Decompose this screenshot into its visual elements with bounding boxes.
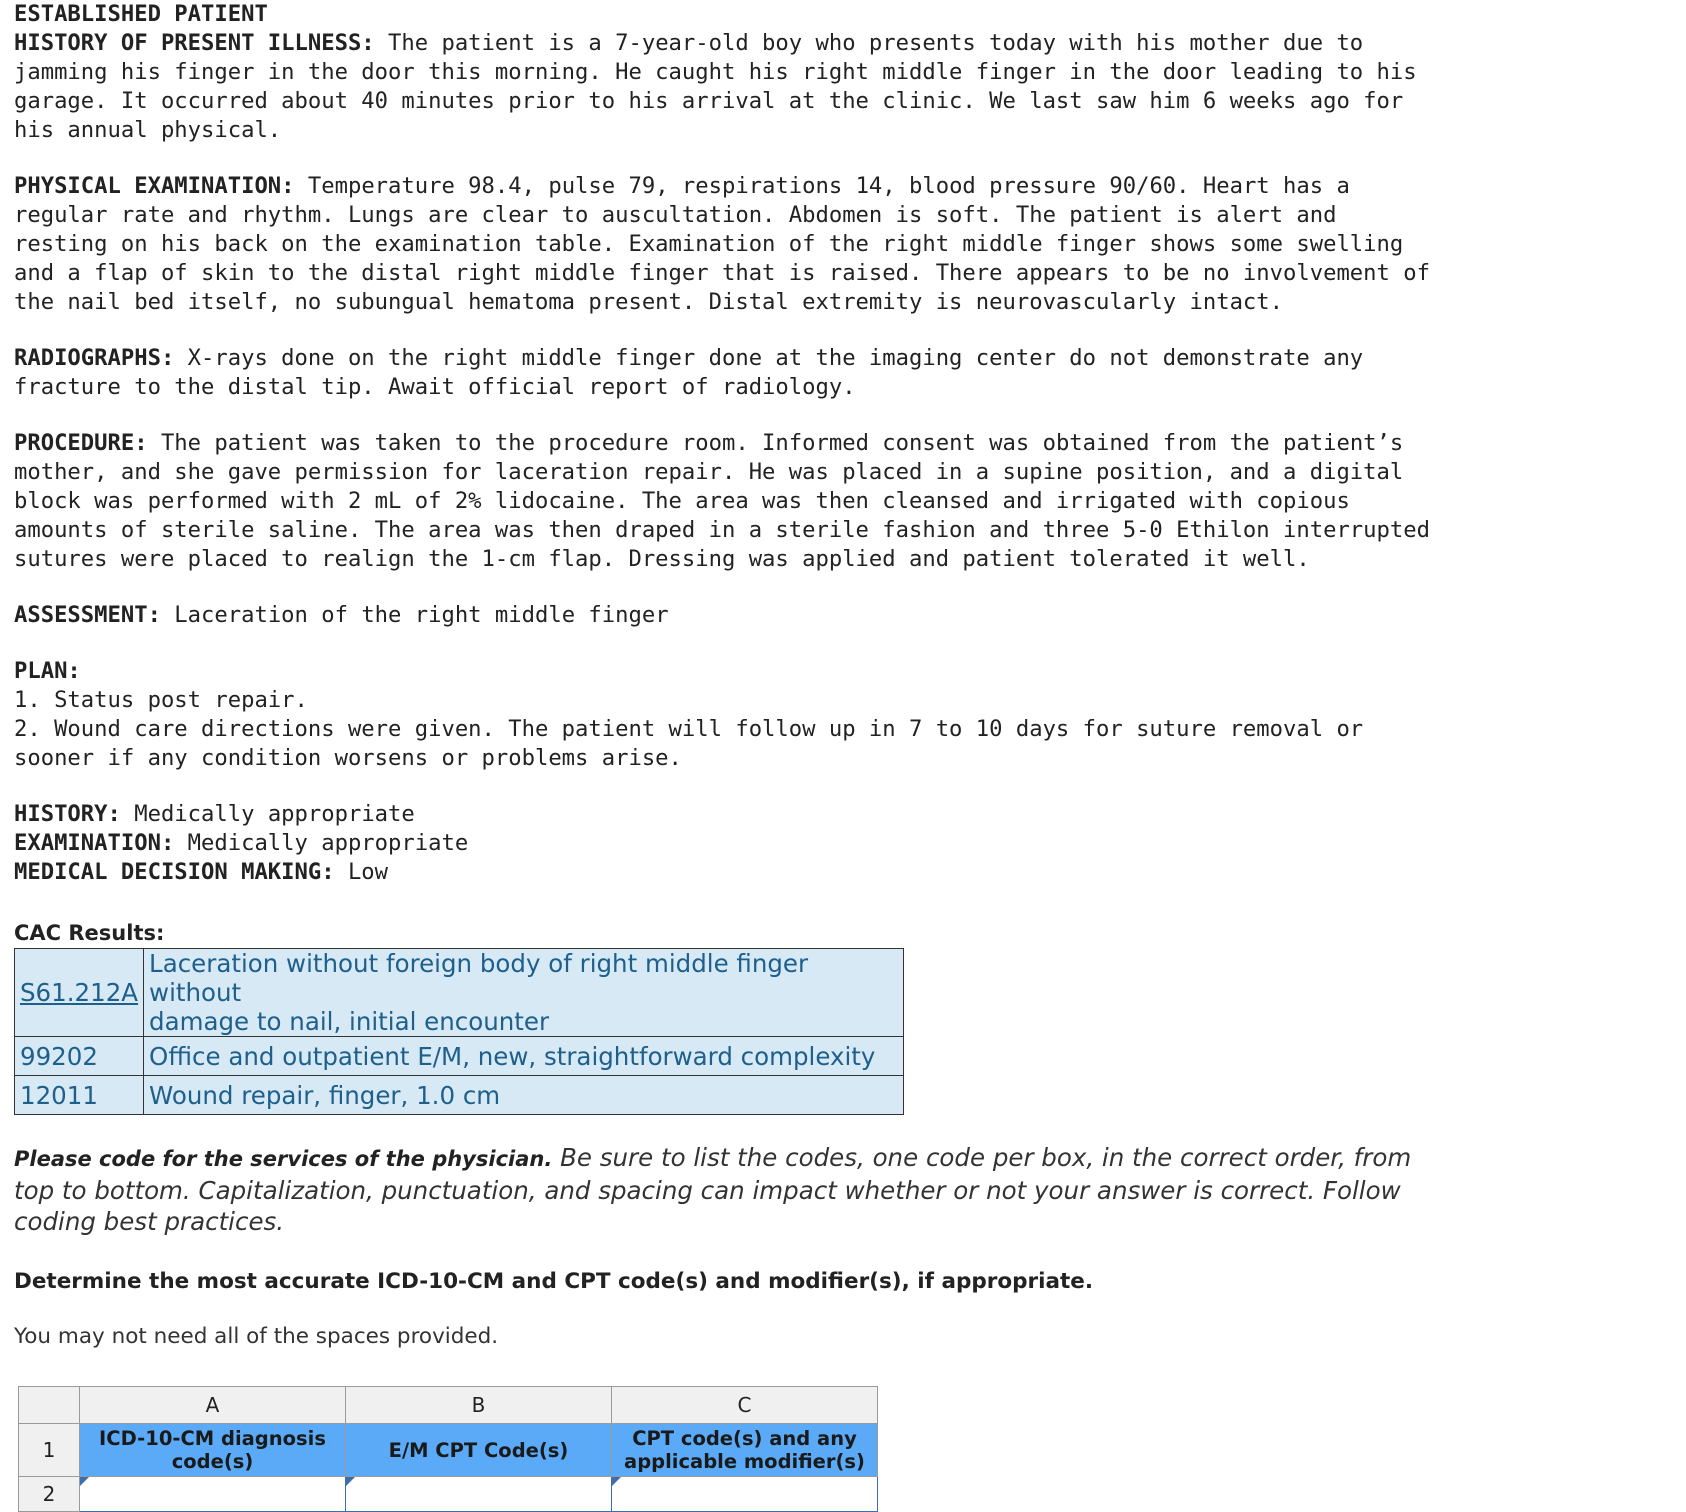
title-em-cpt: E/M CPT Code(s) [346,1424,612,1477]
history-line [14,800,1672,829]
cac-code-link[interactable]: S61.212A [20,978,139,1007]
hpi-label: HISTORY OF PRESENT ILLNESS: [14,30,375,56]
cac-title: CAC Results: [14,921,165,945]
table-row [15,949,904,1037]
procedure-text: The patient was taken to the procedure room. Informed consent was obtained from the patient’s mother, and she gave permission for laceration repair. He was placed in a supine position, and a digital block was performed with 2 mL of 2% lidocaine. The area was then cleansed and irrigated with copious amounts of sterile saline. The area was then draped in a sterile fashion and three 5-0 Ethilon interrupted sutures were placed to realign the 1-cm flap. Dressing was applied and patient tolerated it well. [14,430,1430,572]
plan-item: 1. Status post repair. [14,687,308,713]
mdm-label: MEDICAL DECISION MAKING: [14,859,335,885]
column-header-a: A [80,1387,346,1424]
assessment-text: Laceration of the right middle finger [160,602,669,628]
cell-marker-icon [346,1477,355,1486]
instructions-text: Be sure to list the codes, one code per box, in the correct order, from top to bottom. Capitalization, punctuation, and spacing can impact whether or not your answer is correct. Follow coding best practices. [14,1143,1412,1236]
mdm-line [14,858,1672,887]
note-header: ESTABLISHED PATIENT [14,1,268,27]
cell-marker-icon [80,1477,89,1486]
cpt-modifier-input[interactable] [612,1477,877,1511]
icd10-input[interactable] [80,1477,345,1511]
examination-line [14,829,1672,858]
column-header-c: C [612,1387,878,1424]
exam-label: PHYSICAL EXAMINATION: [14,173,295,199]
plan-section [14,657,1672,686]
cac-code-cell [15,949,144,1037]
answer-cell-c2[interactable] [612,1477,878,1512]
title-cpt-modifiers: CPT code(s) and any applicable modifier(s) [612,1424,878,1477]
table-row [19,1424,878,1477]
history-text: Medically appropriate [120,801,415,827]
radiographs-text: X-rays done on the right middle finger done at the imaging center do not demonstrate any fracture to the distal tip. Await official report of radiology. [14,345,1364,400]
answer-cell-b2[interactable] [346,1477,612,1512]
title-icd10: ICD-10-CM diagnosis code(s) [80,1424,346,1477]
row-number: 1 [19,1424,80,1477]
cac-description: Laceration without foreign body of right middle finger without damage to nail, initial encounter [144,949,904,1037]
hpi-section [14,29,1672,145]
spaces-note: You may not need all of the spaces provided. [14,1324,499,1349]
exam-section [14,172,1672,317]
cac-code-cell: 99202 [15,1037,144,1076]
table-row [19,1477,878,1512]
cac-description: Wound repair, finger, 1.0 cm [144,1076,904,1115]
exam-text: Temperature 98.4, pulse 79, respirations 14, blood pressure 90/60. Heart has a regular rate and rhythm. Lungs are clear to auscultation. Abdomen is soft. The patient is alert and resting on his back on the examination table. Examination of the right middle finger shows some swelling and a flap of skin to the distal right middle finger that is raised. There appears to be no involvement of the nail bed itself, no subungual hematoma present. Distal extremity is neurovascularly intact. [14,173,1430,315]
procedure-section [14,429,1672,574]
mdm-text: Low [334,859,389,885]
assessment-label: ASSESSMENT: [14,602,161,628]
examination-label: EXAMINATION: [14,830,175,856]
history-label: HISTORY: [14,801,121,827]
instructions [14,1142,1454,1237]
row-number: 2 [19,1477,80,1512]
assessment-section [14,601,1672,630]
table-row [15,1037,904,1076]
cac-results-table [14,948,904,1115]
plan-label: PLAN: [14,658,81,684]
answer-table [18,1386,878,1512]
cell-marker-icon [612,1477,621,1486]
radiographs-label: RADIOGRAPHS: [14,345,175,371]
cac-description: Office and outpatient E/M, new, straightforward complexity [144,1037,904,1076]
table-row [15,1076,904,1115]
corner-cell [19,1387,80,1424]
cac-code-cell: 12011 [15,1076,144,1115]
plan-item: 2. Wound care directions were given. The patient will follow up in 7 to 10 days for suture removal or sooner if any condition worsens or problems arise. [14,716,1364,771]
column-header-b: B [346,1387,612,1424]
examination-text: Medically appropriate [174,830,469,856]
hpi-text: The patient is a 7-year-old boy who presents today with his mother due to jamming his finger in the door this morning. He caught his right middle finger in the door leading to his garage. It occurred about 40 minutes prior to his arrival at the clinic. We last saw him 6 weeks ago for his annual physical. [14,30,1417,143]
procedure-label: PROCEDURE: [14,430,148,456]
instructions-lead: Please code for the services of the physician. [14,1147,553,1171]
column-header-row [19,1387,878,1424]
determine-prompt: Determine the most accurate ICD-10-CM and CPT code(s) and modifier(s), if appropriate. [14,1269,1094,1294]
em-cpt-input[interactable] [346,1477,611,1511]
radiographs-section [14,344,1672,402]
answer-cell-a2[interactable] [80,1477,346,1512]
